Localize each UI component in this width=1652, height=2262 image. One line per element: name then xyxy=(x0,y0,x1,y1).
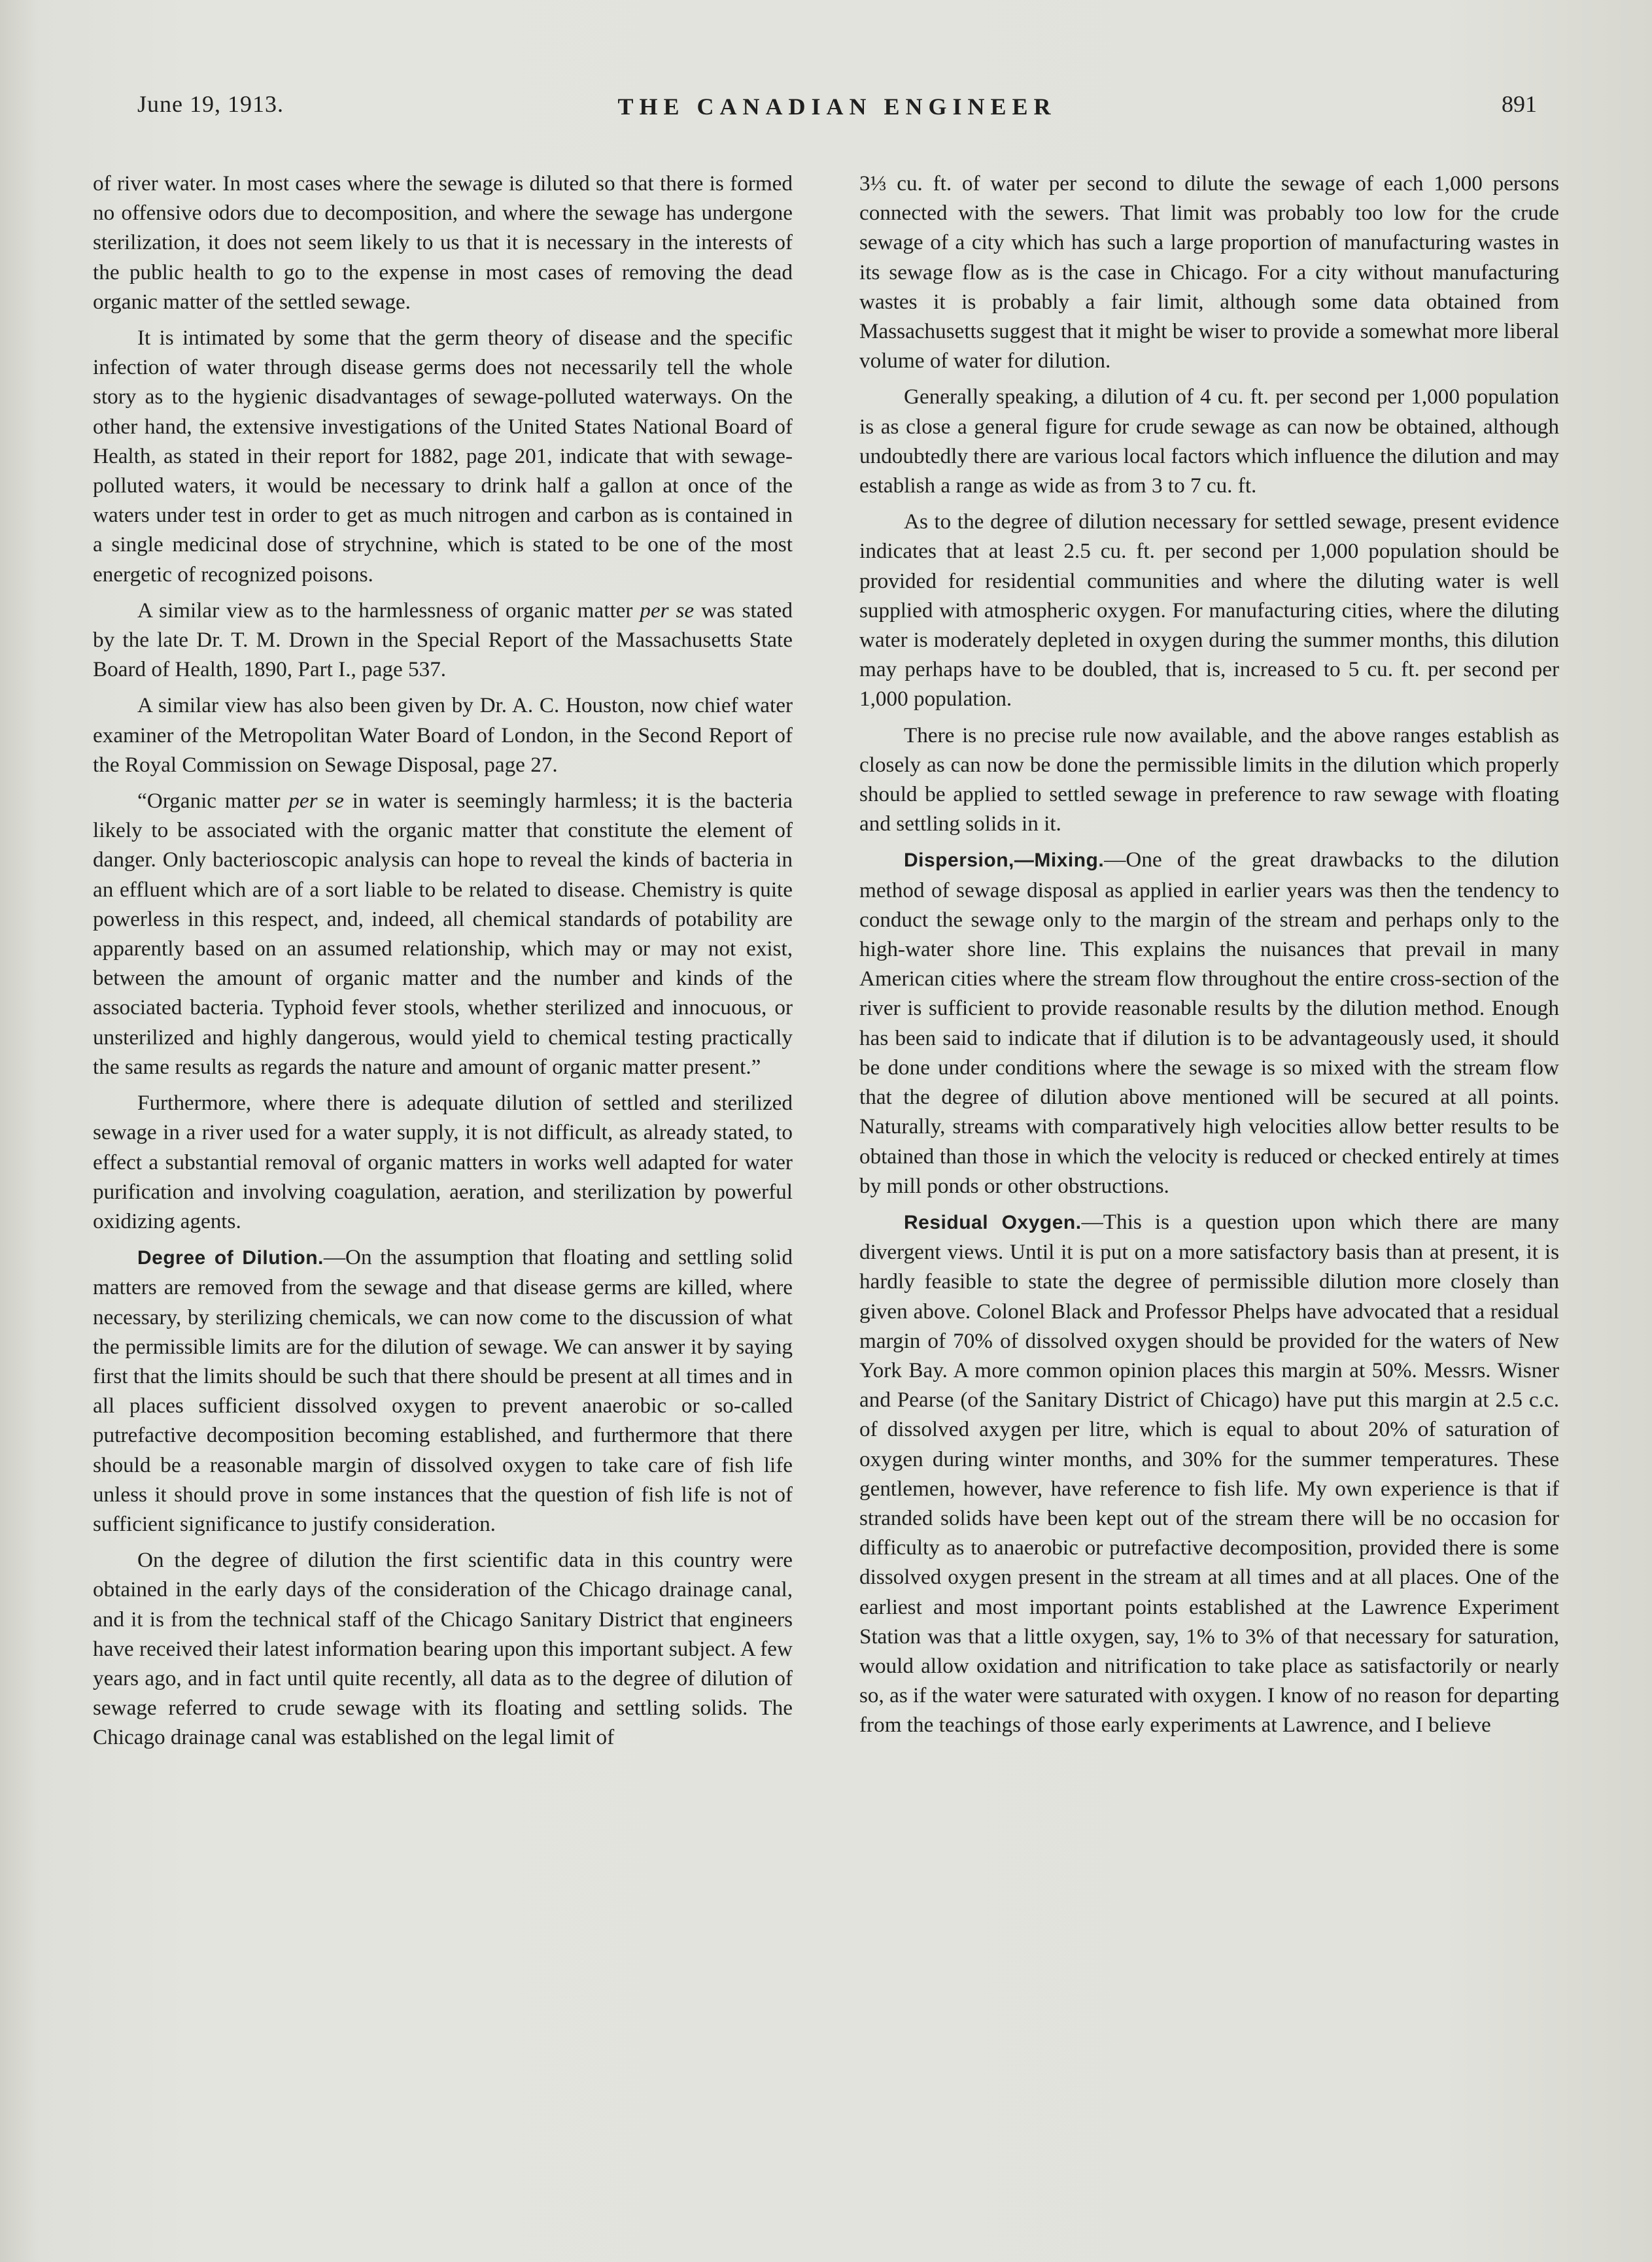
section-paragraph xyxy=(859,1207,1559,1740)
paragraph: There is no precise rule now available, and the above ranges establish as closely as can now be done the permissible limits in the dilution which properly should be applied to settled sewage in preference to raw sewage with floating and settling solids in it. xyxy=(859,723,1559,836)
paragraph: A similar view has also been given by Dr. A. C. Houston, now chief water examiner of the Metropolitan Water Board of London, in the Second Report of the Royal Commission on Sewage Disposal, page 27. xyxy=(93,693,793,777)
paragraph: It is intimated by some that the germ theory of disease and the specific infection of water through disease germs does not necessarily tell the whole story as to the hygienic disadvantages of sewage-polluted waterways. On the other hand, the extensive investigations of the United States National Board of Health, as stated in their report for 1882, page 201, indicate that with sewage-polluted waters, it would be necessary to drink half a gallon at once of the waters under test in order to get as much nitrogen and carbon as is contained in a single medicinal dose of strychnine, which is stated to be one of the most energetic of recognized poisons. xyxy=(93,326,793,587)
left-column xyxy=(93,169,793,1759)
paragraph: of river water. In most cases where the sewage is diluted so that there is formed no offensive odors due to decomposition, and where the sewage has undergone sterilization, it does not seem likely to us that it is necessary in the interests of the public health to go to the expense in most cases of removing the dead organic matter of the settled sewage. xyxy=(93,171,793,314)
right-column xyxy=(859,169,1559,1747)
text-run: in water is seemingly harmless; it is the bacteria likely to be associated with the organic matter that constitute the element of danger. Only bacterioscopic analysis can hope to reveal the kinds of bacteria in an effluent which are of a sort liable to be related to disease. Chemistry is quite powerless in this respect, and, indeed, all chemical standards of potability are apparently based on an assumed relationship, which may or may not exist, between the amount of organic matter and the number and kinds of the associated bacteria. Typhoid fever stools, whether sterilized and innocuous, or unsterilized and highly dangerous, would yield to chemical testing practically the same results as regards the nature and amount of organic matter present.” xyxy=(93,789,793,1079)
header-date: June 19, 1913. xyxy=(137,91,284,117)
italic-term: per se xyxy=(640,598,695,623)
paragraph: On the degree of dilution the first scientific data in this country were obtained in the early days of the consideration of the Chicago drainage canal, and it is from the technical staff of the Chicago Sanitary District that engineers have received their latest information bearing upon this important subject. A few years ago, and in fact until quite recently, all data as to the degree of dilution of sewage referred to crude sewage with its floating and settling solids. The Chicago drainage canal was established on the legal limit of xyxy=(93,1548,793,1750)
text-run: —This is a question upon which there are many divergent views. Until it is put on a more satisfactory basis than at present, it is hardly feasible to state the degree of permissible dilution more closely than given above. Colonel Black and Professor Phelps have advocated that a residual margin of 70% of dissolved oxygen should be provided for the waters of New York Bay. A more common opinion places this margin at 50%. Messrs. Wisner and Pearse (of the Sanitary District of Chicago) have put this margin at 2.5 c.c. of dissolved axygen per litre, which is equal to about 20% of saturation of oxygen during winter months, and 30% for the summer temperatures. These gentlemen, however, have reference to fish life. My own experience is that if stranded solids have been kept out of the stream there will be no occasion for difficulty as to anaerobic or putrefactive decomposition, provided there is some dissolved oxygen present in the stream at all times and at all places. One of the earliest and most important points established at the Lawrence Experiment Station was that a little oxygen, say, 1% to 3% of that necessary for saturation, would allow oxidation and nitrification to take place as satisfactorily or nearly so, as if the water were saturated with oxygen. I know of no reason for departing from the teachings of those early experiments at Lawrence, and I believe xyxy=(859,1209,1559,1738)
paragraph: Generally speaking, a dilution of 4 cu. ft. per second per 1,000 population is as close a general figure for crude sewage as can now be obtained, although undoubtedly there are various local factors which influence the dilution and may establish a range as wide as from 3 to 7 cu. ft. xyxy=(859,385,1559,498)
paragraph xyxy=(93,596,793,685)
quotation-paragraph xyxy=(93,786,793,1082)
text-run: “Organic matter xyxy=(137,789,289,814)
journal-title: THE CANADIAN ENGINEER xyxy=(617,94,1057,120)
italic-term: per se xyxy=(288,789,344,814)
section-paragraph xyxy=(859,845,1559,1200)
paragraph: Furthermore, where there is adequate dilution of settled and sterilized sewage in a river used for a water supply, it is not difficult, as already stated, to effect a substantial removal of organic matters in works well adapted for water purification and involving coagulation, aeration, and sterilization by powerful oxidizing agents. xyxy=(93,1091,793,1233)
paragraph: As to the degree of dilution necessary for settled sewage, present evidence indicates that at least 2.5 cu. ft. per second per 1,000 population should be provided for residential communities and where the diluting water is well supplied with atmospheric oxygen. For manufacturing cities, where the diluting water is moderately depleted in oxygen during the summer months, this dilution may perhaps have to be doubled, that is, increased to 5 cu. ft. per second per 1,000 population. xyxy=(859,509,1559,711)
text-run: —One of the great drawbacks to the dilution method of sewage disposal as applied in earlier years was then the tendency to conduct the sewage only to the margin of the stream and perhaps only to the high-water shore line. This explains the nuisances that prevail in many American cities where the stream flow throughout the entire cross-section of the river is sufficient to provide reasonable results by the dilution method. Enough has been said to indicate that if dilution is to be advantageously used, it should be done under conditions where the sewage is so mixed with the stream flow that the degree of dilution above mentioned will be secured at all points. Naturally, streams with comparatively high velocities allow better results to be obtained than those in which the velocity is reduced or checked entirely at times by mill ponds or other obstructions. xyxy=(859,848,1559,1198)
text-run: A similar view as to the harmlessness of organic matter xyxy=(137,598,640,623)
text-run: —On the assumption that floating and settling solid matters are removed from the sewage and that disease germs are killed, where necessary, by sterilizing chemicals, we can now come to the discussion of what the permissible limits are for the dilution of sewage. We can answer it by saying first that the limits should be such that there should be present at all times and in all places sufficient dissolved oxygen to prevent anaerobic or so-called putrefactive decomposition becoming established, and furthermore that there should be a reasonable margin of dissolved oxygen to take care of fish life unless it should prove in some instances that the question of fish life is not of sufficient significance to justify consideration. xyxy=(93,1245,793,1536)
paragraph: 3⅓ cu. ft. of water per second to dilute the sewage of each 1,000 persons connected with the sewers. That limit was probably too low for the crude sewage of a city which has such a large proportion of manufacturing wastes in its sewage flow as is the case in Chicago. For a city without manufacturing wastes it is probably a fair limit, although some data obtained from Massachusetts suggest that it might be wiser to provide a somewhat more liberal volume of water for dilution. xyxy=(859,171,1559,373)
section-paragraph xyxy=(93,1242,793,1539)
page-number: 891 xyxy=(1502,91,1537,117)
section-heading: Dispersion,—Mixing. xyxy=(904,849,1105,872)
text-run: was stated by the late Dr. T. M. Drown in the Special Report of the Massachusetts State Board of Health, 1890, Part I., page 537. xyxy=(93,598,793,682)
section-heading: Degree of Dilution. xyxy=(137,1247,324,1269)
section-heading: Residual Oxygen. xyxy=(904,1211,1082,1233)
running-header xyxy=(137,90,1537,129)
